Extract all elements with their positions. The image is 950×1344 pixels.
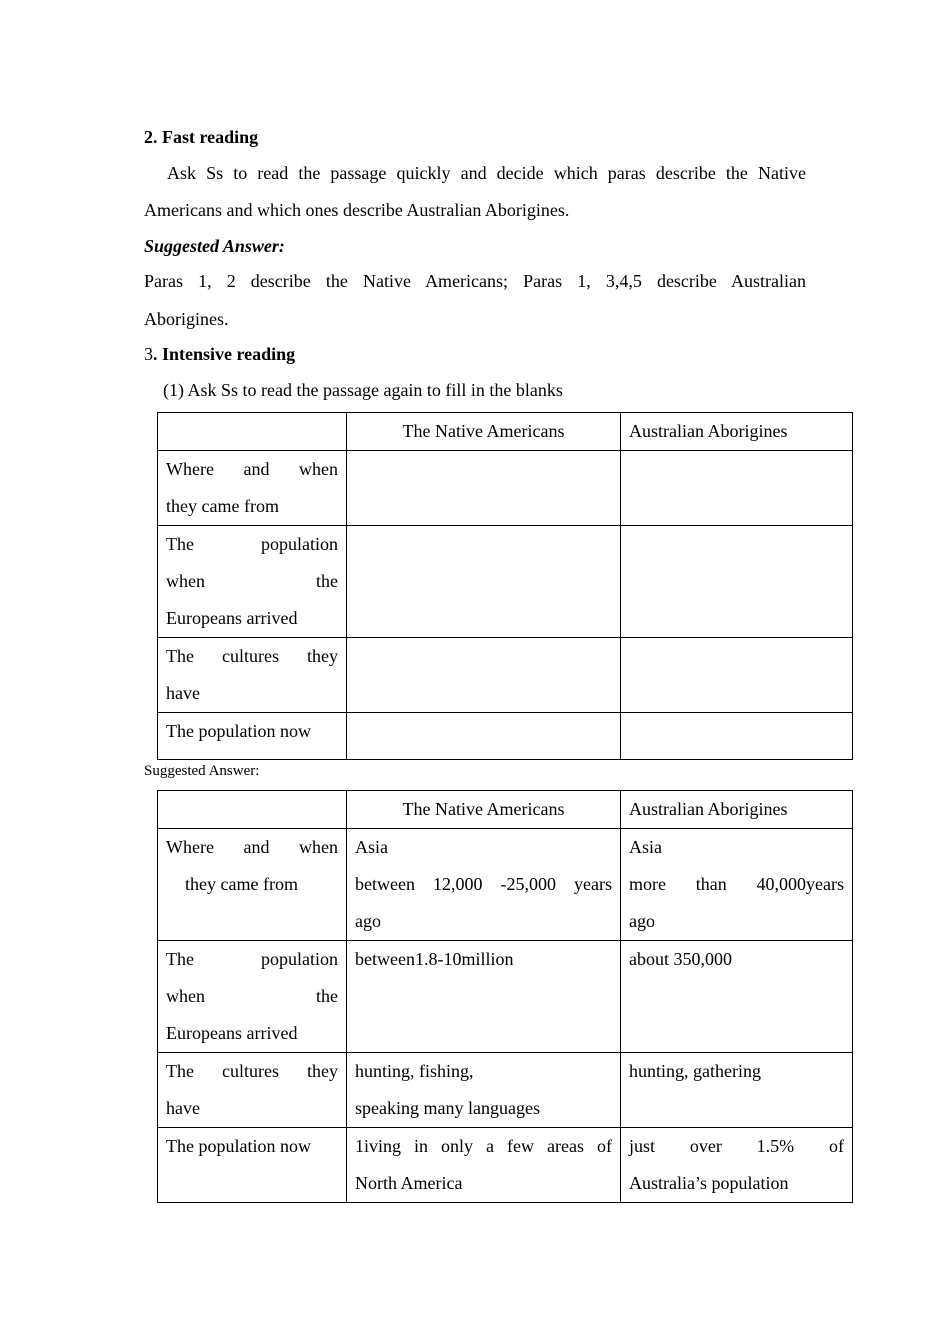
cell-line: between1.8-10million [355,949,514,969]
row-label-line: The population now [166,721,311,741]
answer-table-header-aboriginal: Australian Aborigines [621,791,853,829]
answer-cell-native [347,1053,621,1128]
blank-table-row [158,526,853,638]
cell-line: Asia [355,837,388,857]
blank-table-header-empty [158,413,347,451]
blank-cell-native[interactable] [347,526,621,638]
cell-line: between 12,000 -25,000 years [355,874,612,894]
blank-row-label [158,713,347,760]
row-label-line: they came from [185,874,298,894]
blank-table-header-row [158,413,853,451]
row-label-line: have [166,1098,200,1118]
blank-cell-native[interactable] [347,638,621,713]
answer-row-label [158,1128,347,1203]
cell-line: hunting, fishing, [355,1061,474,1081]
answer-table-row [158,941,853,1053]
row-label-line: they came from [166,496,279,516]
fast-reading-instruction-line1: Ask Ss to read the passage quickly and decide which paras describe the Native [167,163,806,183]
blank-table-header-aboriginal: Australian Aborigines [621,413,853,451]
answer-cell-aboriginal [621,1053,853,1128]
row-label-line: when the [166,986,338,1006]
answer-cell-native [347,829,621,941]
cell-line: speaking many languages [355,1098,540,1118]
answer-cell-native [347,1128,621,1203]
cell-line: hunting, gathering [629,1061,761,1081]
cell-line: ago [629,911,655,931]
blank-table-row [158,451,853,526]
row-label-line: Where and when [166,837,338,857]
blank-table [157,412,853,760]
cell-line: more than 40,000years [629,874,844,894]
answer-table-header-native: The Native Americans [347,791,621,829]
answer-table-row [158,829,853,941]
suggested-answer-label: Suggested Answer: [144,236,285,256]
intensive-reading-instruction: (1) Ask Ss to read the passage again to fill in the blanks [163,380,563,400]
cell-line: ago [355,911,381,931]
blank-table-row [158,713,853,760]
cell-line: just over 1.5% of [629,1136,844,1156]
blank-cell-aboriginal[interactable] [621,638,853,713]
answer-table-row [158,1053,853,1128]
intensive-reading-heading [144,343,295,365]
fast-reading-instruction-line2: Americans and which ones describe Australian Aborigines. [144,200,570,220]
fast-reading-answer-line2: Aborigines. [144,309,229,329]
answer-table-caption: Suggested Answer: [144,763,260,779]
row-label-line: have [166,683,200,703]
answer-table [157,790,853,1203]
cell-line: 1iving in only a few areas of [355,1136,612,1156]
answer-cell-aboriginal [621,1128,853,1203]
blank-cell-aboriginal[interactable] [621,526,853,638]
answer-row-label [158,941,347,1053]
fast-reading-heading: 2. Fast reading [144,127,259,147]
answer-table-header-empty [158,791,347,829]
blank-row-label [158,451,347,526]
cell-line: about 350,000 [629,949,732,969]
row-label-line: Where and when [166,459,338,479]
row-label-line: The population now [166,1136,311,1156]
cell-line: North America [355,1173,463,1193]
intensive-reading-title: . Intensive reading [153,344,296,364]
cell-line: Australia’s population [629,1173,789,1193]
blank-row-label [158,526,347,638]
answer-cell-aboriginal [621,829,853,941]
answer-cell-aboriginal [621,941,853,1053]
fast-reading-answer-line1: Paras 1, 2 describe the Native Americans; Paras 1, 3,4,5 describe Australian [144,271,806,291]
row-label-line: The cultures they [166,646,338,666]
blank-table-header-native: The Native Americans [347,413,621,451]
cell-line: Asia [629,837,662,857]
row-label-line: The population [166,949,338,969]
blank-cell-native[interactable] [347,713,621,760]
row-label-line: The cultures they [166,1061,338,1081]
answer-row-label [158,1053,347,1128]
row-label-line: Europeans arrived [166,1023,298,1043]
blank-cell-native[interactable] [347,451,621,526]
answer-table-header-row [158,791,853,829]
answer-table-row [158,1128,853,1203]
row-label-line: when the [166,571,338,591]
blank-row-label [158,638,347,713]
answer-cell-native [347,941,621,1053]
row-label-line: The population [166,534,338,554]
intensive-reading-number: 3 [144,344,153,364]
answer-row-label [158,829,347,941]
blank-cell-aboriginal[interactable] [621,451,853,526]
row-label-line: Europeans arrived [166,608,298,628]
blank-table-row [158,638,853,713]
blank-cell-aboriginal[interactable] [621,713,853,760]
